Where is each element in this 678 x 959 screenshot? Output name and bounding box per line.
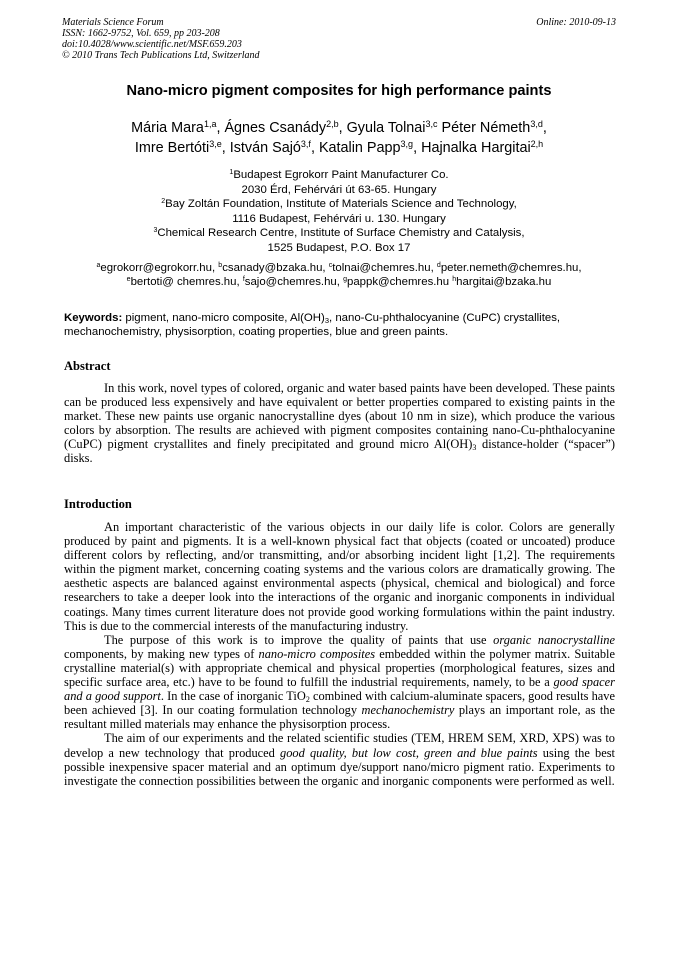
email[interactable]: $^b$csanady@bzaka.hu, — [218, 262, 329, 274]
author: Hajnalka Hargitai$^{2,h}$ — [421, 139, 544, 156]
intro-paragraph-1: An important characteristic of the various objects in our daily life is color. Colors are generally produced by paint and pigments. It is a well-known physical fact that objects (coated or uncoated) produce different colors by reflecting, and/or transmitting, and/or absorbing incident light [1,2]. The requirements within the pigment market, concerning coating systems and the various colors are dramatically growing. The aesthetic aspects are balanced against environmental aspects (physical, chemical and biological) and force researchers to take a deeper look into the interactions of the organic and inorganic components in individual coatings. Many times current literature does not provide good working formulations within the paint industry. This is due to the commercial interests of the manufacturing industry. — [64, 520, 615, 633]
keywords-label: Keywords: — [64, 312, 123, 324]
doi-line: doi:10.4028/www.scientific.net/MSF.659.203 — [62, 39, 242, 50]
intro-paragraph-2: The purpose of this work is to improve the quality of paints that use organic nanocrystalline components, by making new types of nano-micro composites embedded within the polymer matrix. Suitable crystalline material(s) with appropriate chemical and physical properties (morphological features, sizes and specific surface area, etc.) have to be found to fulfill the industrial requirements, namely, to be a good spacer and a good support. In the case of inorganic TiO$_2$ combined with calcium-aluminate spacers, good results have been achieved [3]. In our coating formulation technology mechanochemistry plays an important role, as the resultant milled materials may enhance the physisorption process. — [64, 632, 616, 732]
email[interactable]: $^g$pappk@chemres.hu — [343, 276, 453, 288]
email[interactable]: $^h$hargitai@bzaka.hu — [452, 276, 552, 288]
author: Imre Bertóti$^{3,e}$, — [134, 139, 230, 156]
email[interactable]: $^a$egrokorr@egrokorr.hu, — [96, 262, 219, 274]
keywords: Keywords: pigment, nano-micro composite, $Al(OH)_3$, nano-Cu-phthalocyanine (CuPC) crystallites, mechanochemistry, physisorption, coating properties, blue and green paints. — [64, 312, 561, 338]
affiliation-2-address: 1116 Budapest, Fehérvári u. 130. Hungary — [232, 212, 446, 225]
paper-title: Nano-micro pigment composites for high performance paints — [126, 83, 552, 99]
introduction-heading: Introduction — [64, 497, 132, 511]
author: Katalin Papp$^{3,g}$, — [318, 139, 422, 156]
author: Gyula Tolnai$^{3,c}$ — [346, 119, 438, 136]
affiliation-3: $^3$Chemical Research Centre, Institute of Surface Chemistry and Catalysis, — [153, 227, 525, 240]
author: Ágnes Csanády$^{2,b}$, — [224, 119, 347, 136]
journal-header — [62, 17, 260, 61]
email[interactable]: $^f$sajo@chemres.hu, — [242, 276, 344, 288]
email-list — [40, 261, 638, 289]
journal-name: Materials Science Forum — [62, 17, 164, 28]
issn-line: ISSN: 1662-9752, Vol. 659, pp 203-208 — [62, 28, 220, 39]
author: Mária Mara$^{1,a}$, — [131, 119, 225, 136]
affiliation-3-address: 1525 Budapest, P.O. Box 17 — [267, 241, 411, 254]
abstract-heading: Abstract — [64, 359, 111, 373]
online-date: Online: 2010-09-13 — [536, 17, 616, 28]
affiliation-2: $^2$Bay Zoltán Foundation, Institute of Materials Science and Technology, — [161, 198, 517, 211]
author: Péter Németh$^{3,d}$, — [441, 119, 547, 136]
author-list — [40, 118, 638, 158]
affiliation-1: $^1$Budapest Egrokorr Paint Manufacturer Co. — [229, 169, 449, 181]
abstract-body: In this work, novel types of colored, organic and water based paints have been developed. These paints can be produced less expensively and have equivalent or better properties compared to existing paints in the market. These new paints use organic nanocrystalline dyes (about 10 nm in size), which produce the various colors by absorption. The results are achieved with pigment composites containing nano-Cu-phthalocyanine (CuPC) pigment crystallites and finely precipitated and ground micro $Al(OH)_3$ distance-holder (“spacer”) disks. — [64, 381, 616, 466]
copyright-line: © 2010 Trans Tech Publications Ltd, Switzerland — [62, 50, 260, 61]
email[interactable]: $^c$tolnai@chemres.hu, — [328, 262, 437, 274]
affiliation-1-address: 2030 Érd, Fehérvári út 63-65. Hungary — [241, 183, 437, 196]
introduction-body — [64, 520, 615, 788]
intro-paragraph-3: The aim of our experiments and the related scientific studies (TEM, HREM SEM, XRD, XPS) was to develop a new technology that produced good quality, but low cost, green and blue paints using the best possible inexpensive spacer material and an optimum dye/support nano/micro pigment ratio. Experiments to investigate the connection possibilities between the organic and inorganic components were performed as well. — [64, 731, 615, 788]
affiliations — [40, 168, 638, 256]
email[interactable]: $^e$bertoti@ chemres.hu, — [126, 276, 243, 288]
author: István Sajó$^{3,f}$, — [229, 139, 319, 156]
email[interactable]: $^d$peter.nemeth@chemres.hu, — [436, 262, 582, 274]
